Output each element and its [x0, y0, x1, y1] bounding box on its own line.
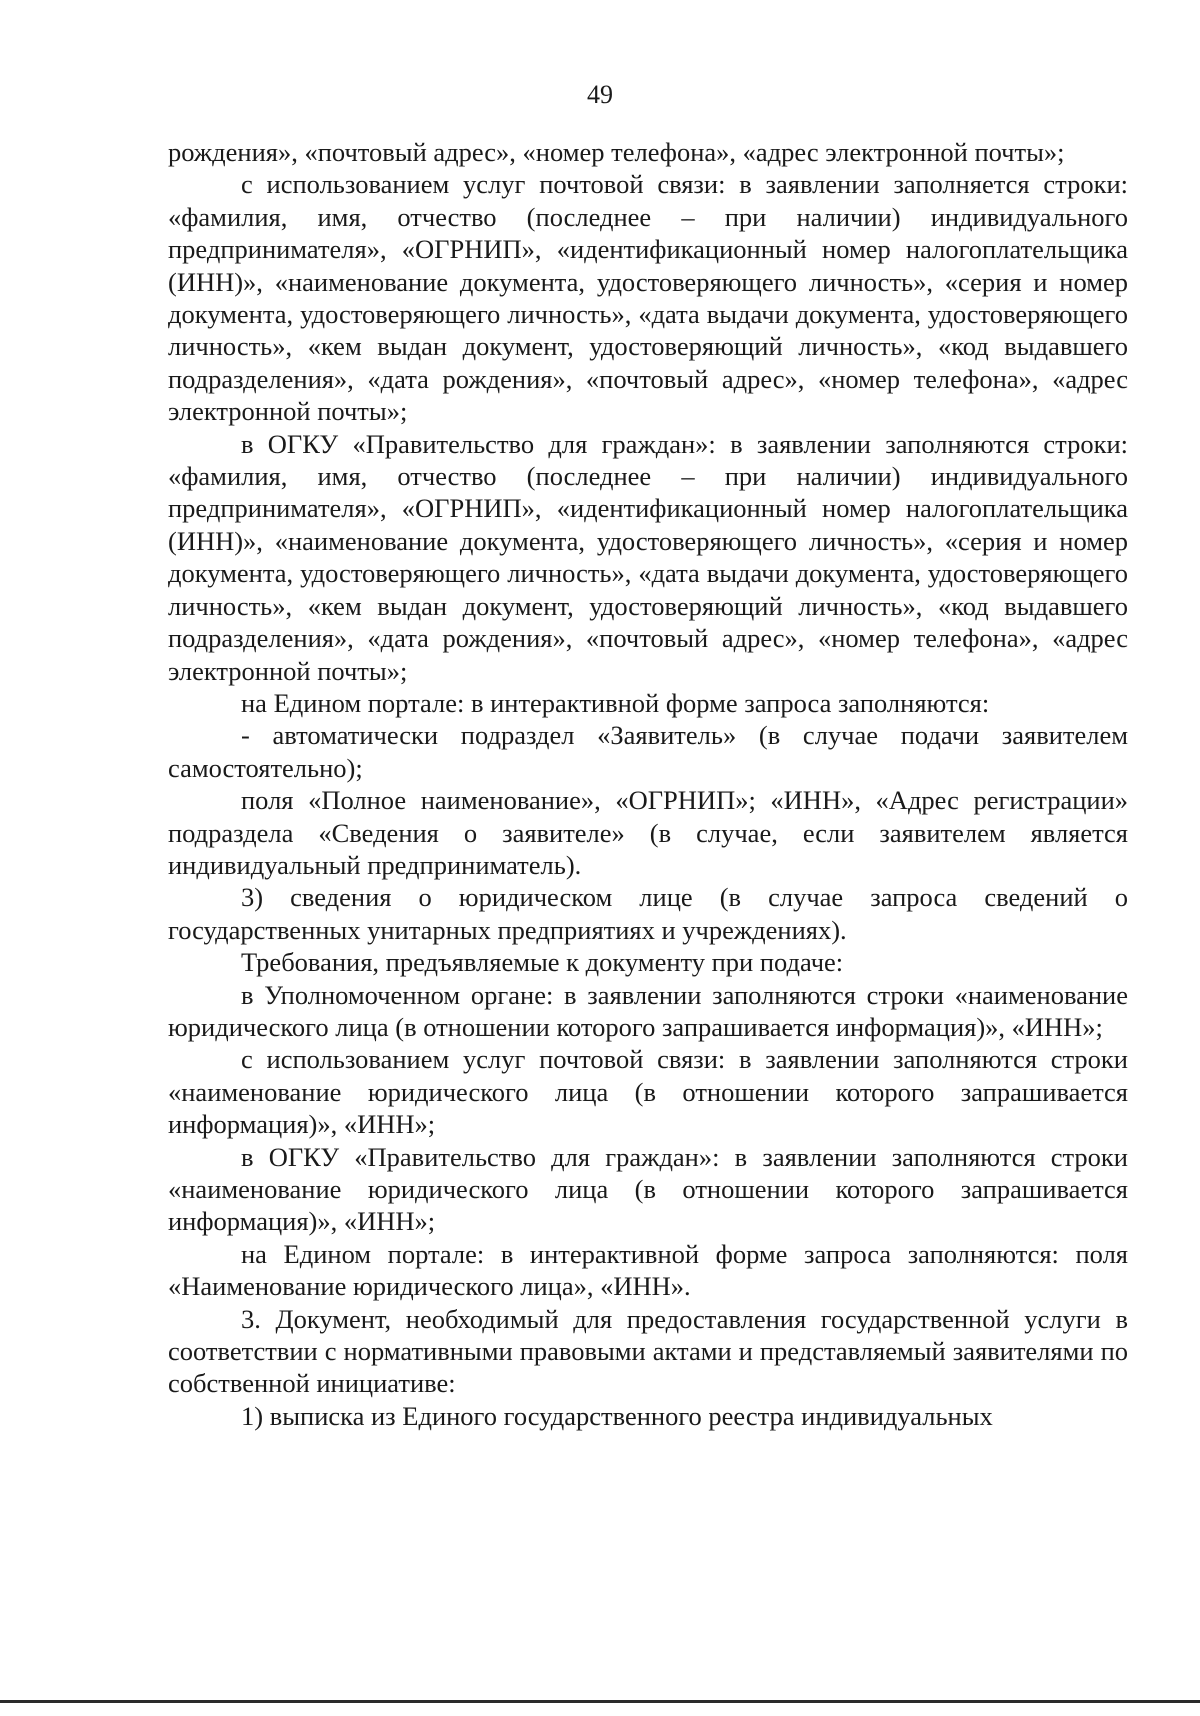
- paragraph: - автоматически подраздел «Заявитель» (в случае подачи заявителем самостоятельно);: [168, 720, 1128, 783]
- paragraph: на Едином портале: в интерактивной форме запроса заполняются: поля «Наименование юридического лица», «ИНН».: [168, 1238, 1128, 1302]
- paragraph: с использованием услуг почтовой связи: в заявлении заполняется строки: «фамилия, имя, отчество (последнее – при наличии) индивидуального предпринимателя», «ОГРНИП», «идентификационный номер налогоплательщика (ИНН)», «наименование документа, удостоверяющего личность», «серия и номер документа, удостоверяющего личность», «дата выдачи документа, удостоверяющего личность», «кем выдан документ, удостоверяющий личность», «код выдавшего подразделения», «дата рождения», «почтовый адрес», «номер телефона», «адрес электронной почты»;: [168, 169, 1128, 427]
- page-bottom-edge: [0, 1700, 1200, 1703]
- document-body: [168, 136, 1128, 1432]
- paragraph: 3. Документ, необходимый для предоставления государственной услуги в соответствии с нормативными правовыми актами и представляемый заявителями по собственной инициативе:: [168, 1303, 1128, 1399]
- paragraph: рождения», «почтовый адрес», «номер телефона», «адрес электронной почты»;: [168, 137, 1065, 167]
- paragraph: Требования, предъявляемые к документу при подаче:: [241, 947, 844, 978]
- paragraph: в ОГКУ «Правительство для граждан»: в заявлении заполняются строки «наименование юридического лица (в отношении которого запрашивается информация)», «ИНН»;: [168, 1141, 1128, 1237]
- paragraph: на Едином портале: в интерактивной форме запроса заполняются:: [241, 687, 990, 718]
- paragraph: в Уполномоченном органе: в заявлении заполняются строки «наименование юридического лица (в отношении которого запрашивается информация)», «ИНН»;: [168, 979, 1128, 1042]
- paragraph: с использованием услуг почтовой связи: в заявлении заполняются строки «наименование юридического лица (в отношении которого запрашивается информация)», «ИНН»;: [168, 1044, 1128, 1140]
- page-number: 49: [587, 80, 613, 109]
- paragraph: поля «Полное наименование», «ОГРНИП»; «ИНН», «Адрес регистрации» подраздела «Сведения о заявителе» (в случае, если заявителем является индивидуальный предприниматель).: [168, 785, 1128, 880]
- paragraph: 3) сведения о юридическом лице (в случае запроса сведений о государственных унитарных предприятиях и учреждениях).: [168, 882, 1128, 945]
- paragraph: 1) выписка из Единого государственного реестра индивидуальных: [241, 1400, 993, 1431]
- paragraph: в ОГКУ «Правительство для граждан»: в заявлении заполняются строки: «фамилия, имя, отчество (последнее – при наличии) индивидуального предпринимателя», «ОГРНИП», «идентификационный номер налогоплательщика (ИНН)», «наименование документа, удостоверяющего личность», «серия и номер документа, удостоверяющего личность», «дата выдачи документа, удостоверяющего личность», «кем выдан документ, удостоверяющий личность», «код выдавшего подразделения», «дата рождения», «почтовый адрес», «номер телефона», «адрес электронной почты»;: [168, 428, 1128, 686]
